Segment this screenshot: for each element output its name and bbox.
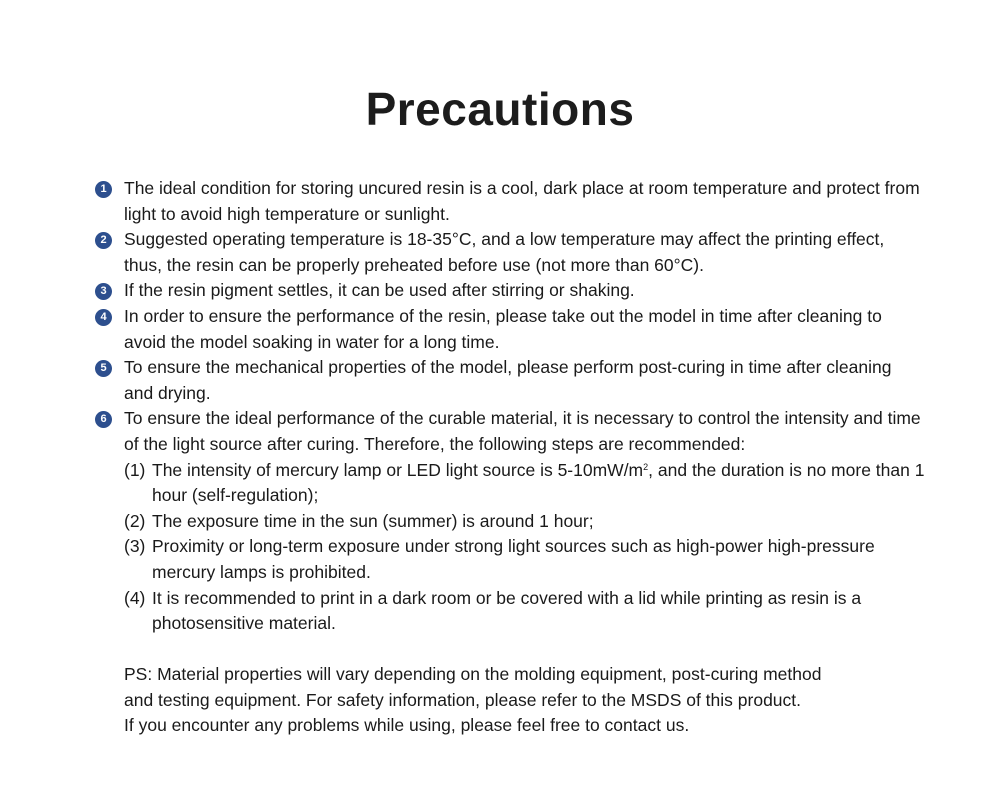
- sub-item-text-before: The intensity of mercury lamp or LED light source is 5-10mW/m: [152, 459, 644, 480]
- item-text: The ideal condition for storing uncured resin is a cool, dark place at room temperature and protect from light to avoid high temperature or sunlight.: [124, 178, 920, 224]
- page-title: Precautions: [365, 83, 635, 135]
- sub-item-text: [152, 460, 924, 506]
- number-badge: 4: [95, 309, 112, 326]
- list-item: [95, 227, 925, 278]
- item-text: In order to ensure the performance of the resin, please take out the model in time after cleaning to avoid the model soaking in water for a long time.: [124, 305, 882, 352]
- list-item: [95, 355, 925, 406]
- number-badge: 6: [95, 411, 112, 428]
- item-text: Suggested operating temperature is 18-35°C, and a low temperature may affect the printing effect, thus, the resin can be properly preheated before use (not more than 60°C).: [124, 229, 885, 275]
- item-text: If the resin pigment settles, it can be used after stirring or shaking.: [124, 280, 635, 301]
- item-text: To ensure the mechanical properties of the model, please perform post-curing in time after cleaning and drying.: [124, 357, 892, 403]
- superscript-unit: 2: [643, 461, 649, 472]
- number-badge: 1: [95, 181, 112, 198]
- sub-item-text: Proximity or long-term exposure under strong light sources such as high-power high-pressure mercury lamps is prohibited.: [152, 536, 875, 582]
- list-item: [95, 278, 925, 304]
- ps-note: [95, 662, 925, 739]
- sub-item-number: (2): [124, 510, 146, 531]
- sub-list-item: [95, 534, 925, 585]
- sub-item-number: (4): [124, 587, 146, 608]
- sub-item-text-after: , and the duration is no more than 1 hour (self-regulation);: [152, 459, 925, 506]
- number-badge: 5: [95, 360, 112, 377]
- precautions-list: [95, 176, 925, 739]
- list-item: [95, 406, 925, 457]
- number-badge: 2: [95, 232, 112, 249]
- sub-item-text: The exposure time in the sun (summer) is around 1 hour;: [152, 510, 594, 531]
- sub-item-text: It is recommended to print in a dark room or be covered with a lid while printing as resin is a photosensitive material.: [152, 587, 862, 634]
- number-badge: 3: [95, 283, 112, 300]
- list-item: [95, 176, 925, 227]
- sub-item-number: (1): [124, 459, 146, 480]
- item-text: To ensure the ideal performance of the curable material, it is necessary to control the intensity and time of the light source after curing. Therefore, the following steps are recommended:: [124, 408, 921, 454]
- sub-list-item: [95, 586, 925, 637]
- sub-list-item: [95, 458, 925, 509]
- ps-line: PS: Material properties will vary depending on the molding equipment, post-curing method: [124, 664, 822, 685]
- list-item: [95, 304, 925, 355]
- ps-line: If you encounter any problems while using, please feel free to contact us.: [124, 715, 690, 736]
- sub-item-number: (3): [124, 536, 146, 557]
- ps-line: and testing equipment. For safety information, please refer to the MSDS of this product.: [124, 689, 802, 710]
- sub-list-item: [95, 509, 925, 535]
